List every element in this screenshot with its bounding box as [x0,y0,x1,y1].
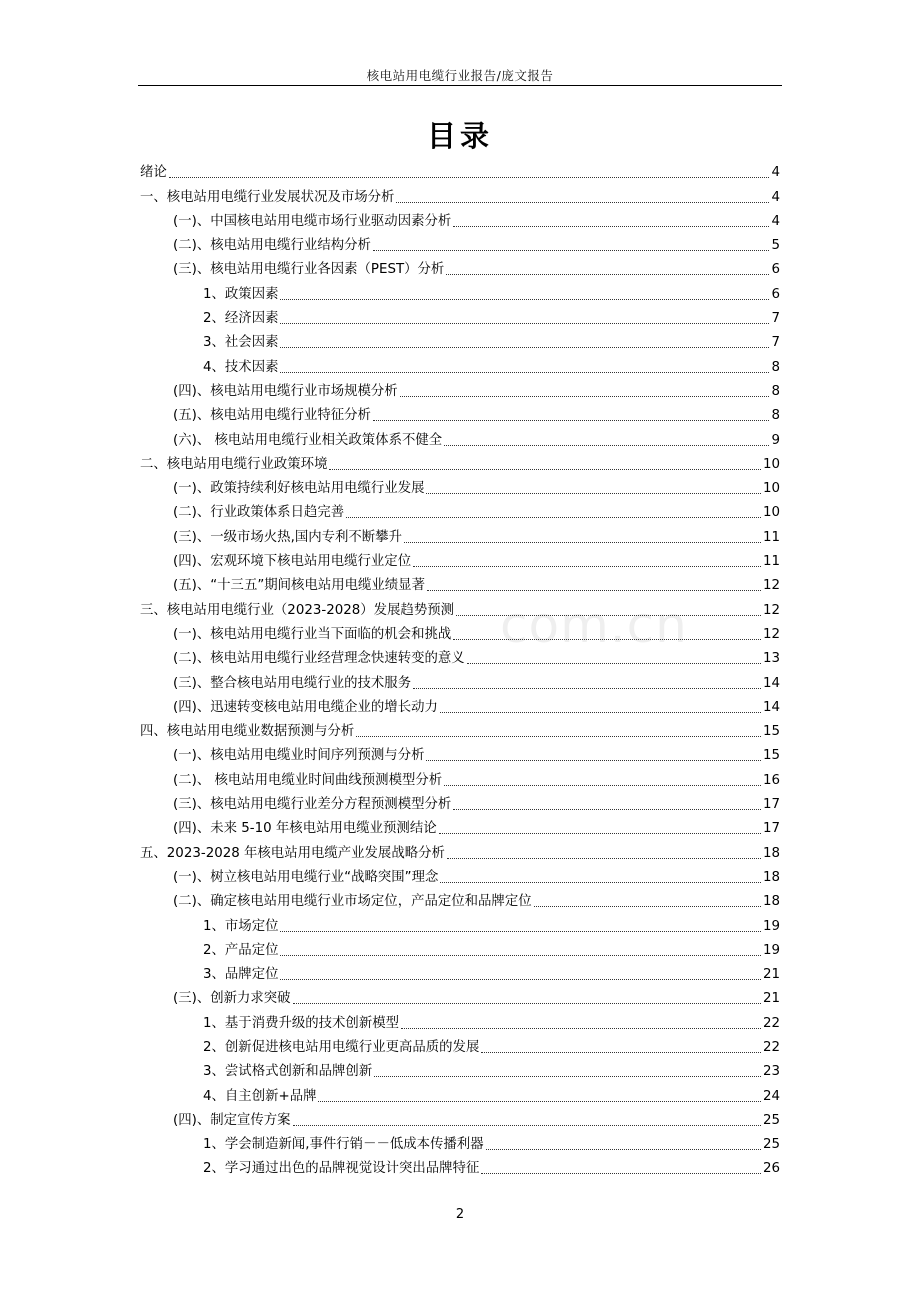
toc-entry[interactable] [140,1008,780,1032]
toc-entry-title: 二、核电站用电缆行业政策环境 [140,456,328,472]
toc-dot-leader [280,347,769,348]
toc-entry-page: 19 [762,942,780,958]
toc-entry[interactable] [140,814,780,838]
toc-dot-leader [439,833,761,834]
toc-entry-title: 2、学习通过出色的品牌视觉设计突出品牌特征 [203,1161,480,1177]
toc-entry-title: 五、2023-2028 年核电站用电缆产业发展战略分析 [140,845,445,861]
toc-entry[interactable] [140,984,780,1008]
toc-dot-leader [329,469,760,470]
toc-entry[interactable] [140,668,780,692]
toc-entry-title: (三)、创新力求突破 [173,991,291,1007]
toc-entry-title: (一)、中国核电站用电缆市场行业驱动因素分析 [173,213,452,229]
toc-entry[interactable] [140,1033,780,1057]
toc-entry-page: 17 [762,797,780,813]
toc-entry-title: 三、核电站用电缆行业（2023-2028）发展趋势预测 [140,602,455,618]
toc-dot-leader [280,955,760,956]
toc-entry-page: 26 [762,1161,780,1177]
toc-entry[interactable] [140,960,780,984]
toc-entry-title: (一)、核电站用电缆业时间序列预测与分析 [173,748,425,764]
toc-entry-title: (五)、核电站用电缆行业特征分析 [173,408,371,424]
toc-entry-title: (二)、核电站用电缆行业经营理念快速转变的意义 [173,651,465,667]
toc-entry-title: 3、品牌定位 [203,967,279,983]
toc-entry-page: 6 [771,286,780,302]
toc-dot-leader [400,396,770,397]
toc-entry-page: 7 [771,335,780,351]
toc-entry-page: 8 [771,408,780,424]
toc-dot-leader [404,542,761,543]
toc-dot-leader [426,493,760,494]
toc-entry-page: 6 [771,262,780,278]
toc-entry-title: (三)、整合核电站用电缆行业的技术服务 [173,675,412,691]
toc-dot-leader [280,931,760,932]
toc-dot-leader [534,906,761,907]
toc-entry[interactable] [140,1130,780,1154]
toc-entry-title: 1、基于消费升级的技术创新模型 [203,1015,399,1031]
toc-entry-title: (五)、“十三五”期间核电站用电缆业绩显著 [173,578,425,594]
toc-entry[interactable] [140,328,780,352]
toc-entry-title: 4、自主创新+品牌 [203,1088,317,1104]
toc-entry-title: (一)、树立核电站用电缆行业“战略突围”理念 [173,869,439,885]
toc-entry-page: 13 [762,651,780,667]
toc-entry[interactable] [140,377,780,401]
toc-entry-title: (二)、确定核电站用电缆行业市场定位，产品定位和品牌定位 [173,894,532,910]
toc-dot-leader [413,688,761,689]
toc-dot-leader [447,858,761,859]
toc-dot-leader [374,1076,761,1077]
toc-entry-page: 19 [762,918,780,934]
toc-entry-title: 1、市场定位 [203,918,279,934]
toc-entry-page: 9 [771,432,780,448]
toc-dot-leader [280,299,769,300]
toc-entry[interactable] [140,620,780,644]
toc-entry[interactable] [140,352,780,376]
toc-dot-leader [481,1052,761,1053]
toc-entry[interactable] [140,158,780,182]
toc-entry[interactable] [140,401,780,425]
toc-entry-title: 3、社会因素 [203,335,279,351]
toc-entry-page: 8 [771,359,780,375]
toc-entry[interactable] [140,693,780,717]
toc-entry-page: 21 [762,991,780,1007]
toc-entry-page: 4 [771,213,780,229]
toc-entry-title: (四)、宏观环境下核电站用电缆行业定位 [173,554,412,570]
toc-entry-title: (四)、迅速转变核电站用电缆企业的增长动力 [173,699,438,715]
toc-entry-title: (二)、行业政策体系日趋完善 [173,505,345,521]
toc-entry-title: 3、尝试格式创新和品牌创新 [203,1064,373,1080]
toc-dot-leader [396,202,769,203]
page-number: 2 [455,1207,465,1222]
toc-dot-leader [444,445,769,446]
toc-entry-title: 2、创新促进核电站用电缆行业更高品质的发展 [203,1039,480,1055]
toc-entry-title: (二)、核电站用电缆行业结构分析 [173,238,371,254]
toc-dot-leader [346,517,761,518]
toc-entry-page: 14 [762,675,780,691]
toc-entry-title: (四)、制定宣传方案 [173,1112,291,1128]
toc-entry-title: 1、政策因素 [203,286,279,302]
toc-entry[interactable] [140,498,780,522]
toc-dot-leader [318,1101,760,1102]
toc-entry-page: 24 [762,1088,780,1104]
toc-entry[interactable] [140,765,780,789]
toc-dot-leader [401,1028,761,1029]
toc-dot-leader [280,979,760,980]
toc-entry-title: (三)、核电站用电缆行业各因素（PEST）分析 [173,262,445,278]
toc-entry-title: 1、学会制造新闻,事件行销－－低成本传播利器 [203,1137,484,1153]
toc-dot-leader [356,736,761,737]
toc-entry-title: (六)、 核电站用电缆行业相关政策体系不健全 [173,432,443,448]
toc-entry-page: 18 [762,894,780,910]
toc-entry-page: 12 [762,602,780,618]
toc-entry-title: (四)、未来 5-10 年核电站用电缆业预测结论 [173,821,437,837]
toc-entry-page: 12 [762,626,780,642]
watermark: com.cn [500,596,688,654]
toc-entry[interactable] [140,741,780,765]
toc-entry[interactable] [140,182,780,206]
toc-dot-leader [426,760,760,761]
toc-entry-page: 22 [762,1015,780,1031]
toc-entry[interactable] [140,838,780,862]
toc-entry-page: 8 [771,383,780,399]
toc-entry[interactable] [140,790,780,814]
toc-dot-leader [293,1003,761,1004]
toc-dot-leader [413,566,761,567]
toc-entry[interactable] [140,522,780,546]
toc-entry-page: 5 [771,238,780,254]
toc-dot-leader [453,809,761,810]
toc-entry[interactable] [140,450,780,474]
toc-entry-title: 2、经济因素 [203,311,279,327]
toc-entry-page: 15 [762,748,780,764]
toc-entry-title: 一、核电站用电缆行业发展状况及市场分析 [140,189,395,205]
toc-entry-page: 21 [762,967,780,983]
toc-entry-title: (三)、核电站用电缆行业差分方程预测模型分析 [173,797,452,813]
toc-entry-page: 25 [762,1112,780,1128]
toc-entry[interactable] [140,474,780,498]
page-title: 目录 [426,119,493,153]
toc-entry[interactable] [140,1154,780,1178]
toc-dot-leader [453,639,761,640]
toc-dot-leader [446,274,769,275]
toc-entry-page: 18 [762,845,780,861]
toc-entry[interactable] [140,717,780,741]
toc-entry-title: (三)、一级市场火热,国内专利不断攀升 [173,529,402,545]
table-of-contents [140,158,780,1178]
toc-entry-title: 2、产品定位 [203,942,279,958]
toc-entry-page: 23 [762,1064,780,1080]
toc-dot-leader [440,712,761,713]
toc-entry[interactable] [140,887,780,911]
toc-entry[interactable] [140,936,780,960]
toc-entry[interactable] [140,304,780,328]
toc-entry-page: 11 [762,529,780,545]
toc-dot-leader [373,250,770,251]
toc-entry-title: (四)、核电站用电缆行业市场规模分析 [173,383,398,399]
toc-entry-page: 16 [762,772,780,788]
toc-entry-page: 22 [762,1039,780,1055]
toc-entry-page: 11 [762,554,780,570]
toc-entry-title: 4、技术因素 [203,359,279,375]
toc-entry-page: 10 [762,456,780,472]
toc-entry[interactable] [140,279,780,303]
toc-entry-page: 12 [762,578,780,594]
toc-entry[interactable] [140,1057,780,1081]
toc-entry[interactable] [140,231,780,255]
toc-entry-page: 14 [762,699,780,715]
page-header: 核电站用电缆行业报告/庞文报告 [366,68,554,83]
toc-dot-leader [467,663,761,664]
toc-entry[interactable] [140,255,780,279]
toc-dot-leader [427,590,761,591]
toc-entry-title: (一)、核电站用电缆行业当下面临的机会和挑战 [173,626,452,642]
toc-dot-leader [440,882,761,883]
toc-dot-leader [456,615,761,616]
toc-entry-page: 18 [762,869,780,885]
toc-entry-page: 7 [771,311,780,327]
toc-entry[interactable] [140,863,780,887]
toc-entry-page: 10 [762,481,780,497]
toc-dot-leader [169,177,770,178]
toc-dot-leader [373,420,770,421]
header-rule [138,85,782,86]
toc-dot-leader [293,1125,761,1126]
toc-entry-title: (一)、政策持续利好核电站用电缆行业发展 [173,481,425,497]
toc-entry-page: 17 [762,821,780,837]
toc-entry[interactable] [140,595,780,619]
toc-entry[interactable] [140,644,780,668]
toc-dot-leader [481,1173,761,1174]
toc-entry-title: (二)、 核电站用电缆业时间曲线预测模型分析 [173,772,443,788]
toc-dot-leader [453,226,769,227]
toc-entry-page: 10 [762,505,780,521]
toc-entry-page: 4 [771,165,780,181]
toc-dot-leader [280,323,769,324]
toc-dot-leader [280,372,769,373]
toc-entry-page: 25 [762,1137,780,1153]
toc-dot-leader [486,1149,761,1150]
toc-entry[interactable] [140,1106,780,1130]
toc-entry-title: 绪论 [140,165,167,181]
toc-entry-page: 4 [771,189,780,205]
toc-entry[interactable] [140,1081,780,1105]
toc-dot-leader [444,785,761,786]
toc-entry-title: 四、核电站用电缆业数据预测与分析 [140,724,355,740]
toc-entry[interactable] [140,911,780,935]
toc-entry[interactable] [140,571,780,595]
toc-entry-page: 15 [762,724,780,740]
toc-entry[interactable] [140,207,780,231]
toc-entry[interactable] [140,425,780,449]
toc-entry[interactable] [140,547,780,571]
